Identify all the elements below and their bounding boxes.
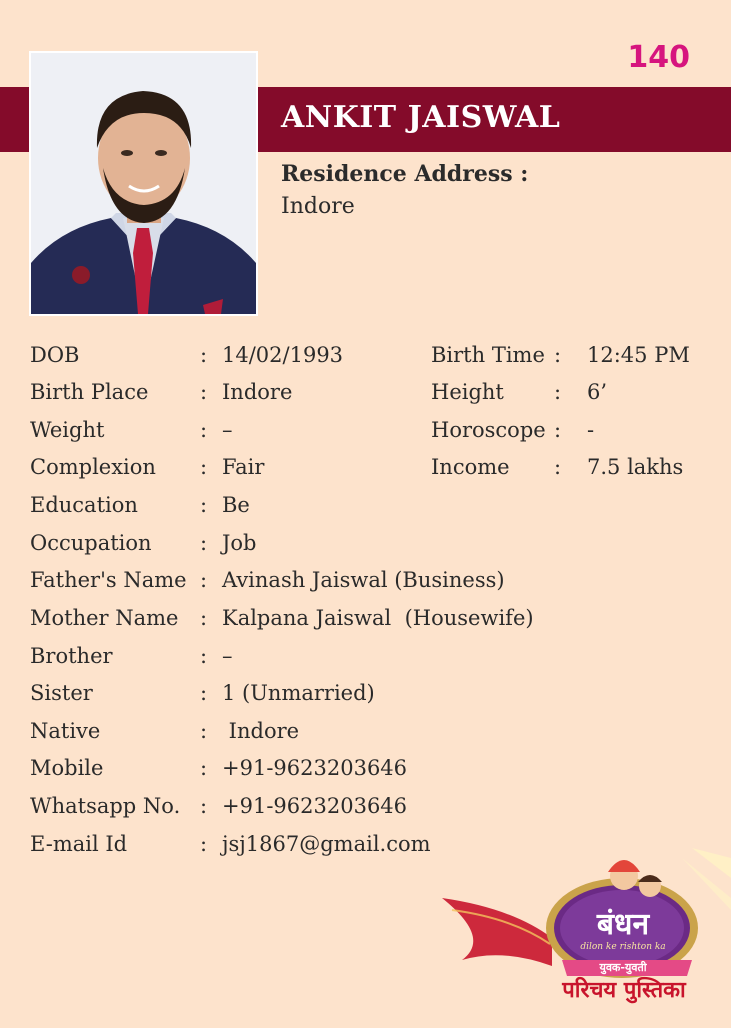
detail-value: +91-9623203646 (222, 756, 408, 780)
residence-address-value: Indore (281, 194, 355, 219)
detail-value: jsj1867@gmail.com (222, 832, 431, 856)
detail-label: Mother Name (30, 606, 179, 630)
detail-label: Horoscope (431, 418, 546, 442)
detail-separator: : (554, 418, 562, 442)
logo-tagline: dilon ke rishton ka (580, 942, 666, 952)
detail-value: 12:45 PM (587, 343, 690, 367)
detail-label: Birth Time (431, 343, 545, 367)
detail-label: Birth Place (30, 380, 149, 404)
detail-separator: : (200, 531, 208, 555)
detail-label: Education (30, 493, 138, 517)
detail-value: Job (222, 531, 257, 555)
logo-main-text: बंधन (596, 907, 650, 942)
detail-label: Sister (30, 681, 93, 705)
detail-value: 7.5 lakhs (587, 455, 684, 479)
detail-value: 6’ (587, 380, 608, 404)
logo-sub-text: युवक-युवती (599, 961, 647, 974)
detail-separator: : (200, 455, 208, 479)
detail-separator: : (200, 380, 208, 404)
detail-label: Mobile (30, 756, 104, 780)
detail-separator: : (200, 681, 208, 705)
profile-photo (29, 51, 258, 316)
detail-value: - (587, 418, 595, 442)
detail-value: Fair (222, 455, 265, 479)
detail-label: Occupation (30, 531, 152, 555)
detail-label: DOB (30, 343, 80, 367)
detail-separator: : (200, 719, 208, 743)
detail-separator: : (200, 832, 208, 856)
detail-separator: : (200, 794, 208, 818)
detail-separator: : (200, 343, 208, 367)
detail-value: – (222, 418, 233, 442)
detail-value: +91-9623203646 (222, 794, 408, 818)
detail-label: Income (431, 455, 510, 479)
detail-value: Be (222, 493, 250, 517)
detail-value: Kalpana Jaiswal (Housewife) (222, 606, 534, 630)
detail-label: Father's Name (30, 568, 187, 592)
detail-label: E-mail Id (30, 832, 128, 856)
detail-label: Weight (30, 418, 105, 442)
detail-label: Whatsapp No. (30, 794, 181, 818)
candidate-name: ANKIT JAISWAL (281, 100, 561, 135)
page-number: 140 (627, 40, 690, 75)
detail-label: Height (431, 380, 504, 404)
detail-label: Brother (30, 644, 113, 668)
detail-separator: : (200, 568, 208, 592)
residence-address-label: Residence Address : (281, 161, 529, 187)
detail-separator: : (200, 644, 208, 668)
logo-bottom-text: परिचय पुस्तिका (562, 978, 686, 1003)
detail-separator: : (200, 606, 208, 630)
detail-value: Indore (222, 719, 300, 743)
detail-label: Complexion (30, 455, 156, 479)
detail-value: Indore (222, 380, 293, 404)
detail-separator: : (200, 493, 208, 517)
detail-separator: : (200, 756, 208, 780)
detail-label: Native (30, 719, 101, 743)
detail-value: – (222, 644, 233, 668)
detail-separator: : (554, 455, 562, 479)
detail-separator: : (200, 418, 208, 442)
detail-separator: : (554, 380, 562, 404)
detail-value: 1 (Unmarried) (222, 681, 375, 705)
detail-value: Avinash Jaiswal (Business) (222, 568, 505, 592)
detail-value: 14/02/1993 (222, 343, 344, 367)
detail-separator: : (554, 343, 562, 367)
